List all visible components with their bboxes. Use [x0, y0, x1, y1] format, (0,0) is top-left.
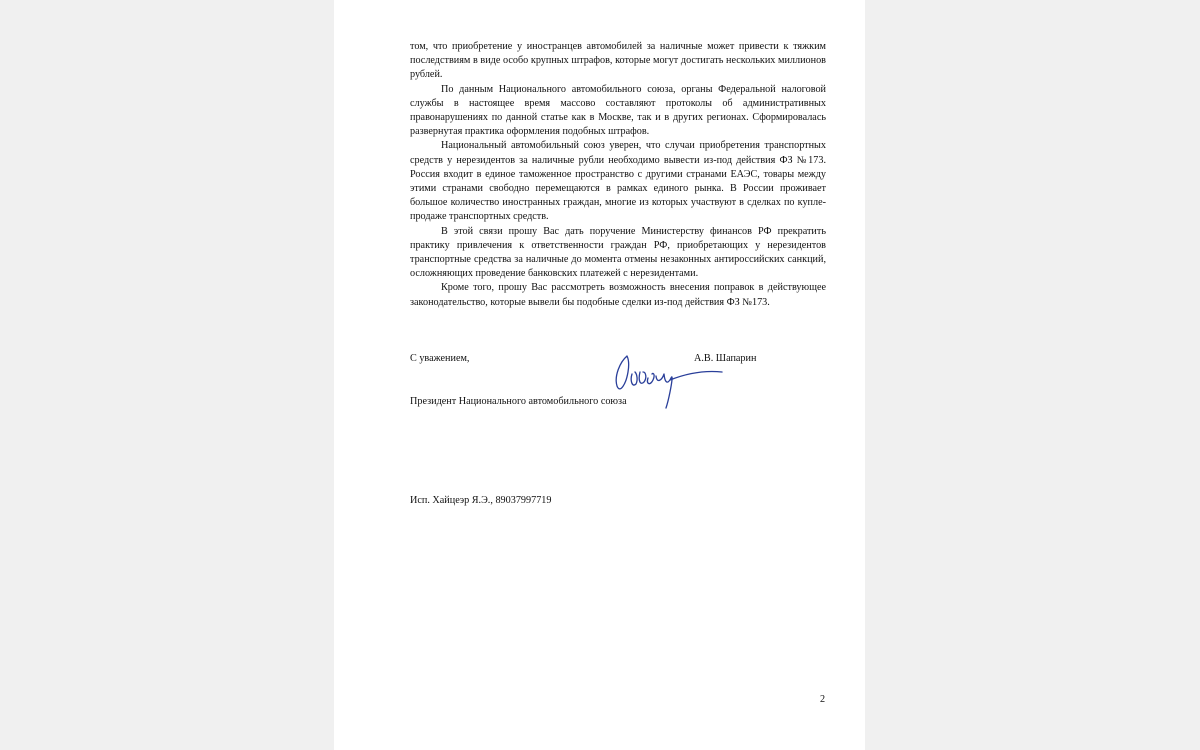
paragraph-5: Кроме того, прошу Вас рассмотреть возможность внесения поправок в действующее законодательство, которые вывели бы подобные сделки из-под действия ФЗ №173.: [410, 282, 826, 308]
executor-contact: Исп. Хайцеэр Я.Э., 89037997719: [410, 495, 552, 506]
paragraph-1: том, что приобретение у иностранцев автомобилей за наличные может привести к тяжким последствиям в виде особо крупных штрафов, которые могут достигать нескольких миллионов рублей.: [410, 41, 826, 81]
page-number: 2: [820, 694, 826, 705]
signer-name: А.В. Шапарин: [694, 353, 757, 364]
paragraph-3: Национальный автомобильный союз уверен, что случаи приобретения транспортных средств у нерезидентов за наличные рубли необходимо вывести из-под действия ФЗ №173. Россия входит в единое таможенное пространство с другими странами ЕАЭС, товары между этими странами свободно перемещаются в рамках единого рынка. В России проживает большое количество иностранных граждан, многие из которых участвуют в сделках по купле-продаже транспортных средств.: [410, 140, 826, 223]
closing-phrase: С уважением,: [410, 353, 470, 364]
signer-position: Президент Национального автомобильного союза: [410, 396, 627, 407]
paragraph-4: В этой связи прошу Вас дать поручение Министерству финансов РФ прекратить практику привлечения к ответственности граждан РФ, приобретающих у нерезидентов транспортные средства за наличные до момента отмены незаконных антироссийских санкций, осложняющих проведение банковских платежей с нерезидентами.: [410, 225, 826, 280]
letter-body: [410, 40, 826, 310]
document-page: [334, 0, 865, 750]
paragraph-2: По данным Национального автомобильного союза, органы Федеральной налоговой службы в настоящее время массово составляют протоколы об административных правонарушениях по данной статье как в Москве, так и в других регионах. Сформировалась развернутая практика оформления подобных штрафов.: [410, 83, 826, 138]
